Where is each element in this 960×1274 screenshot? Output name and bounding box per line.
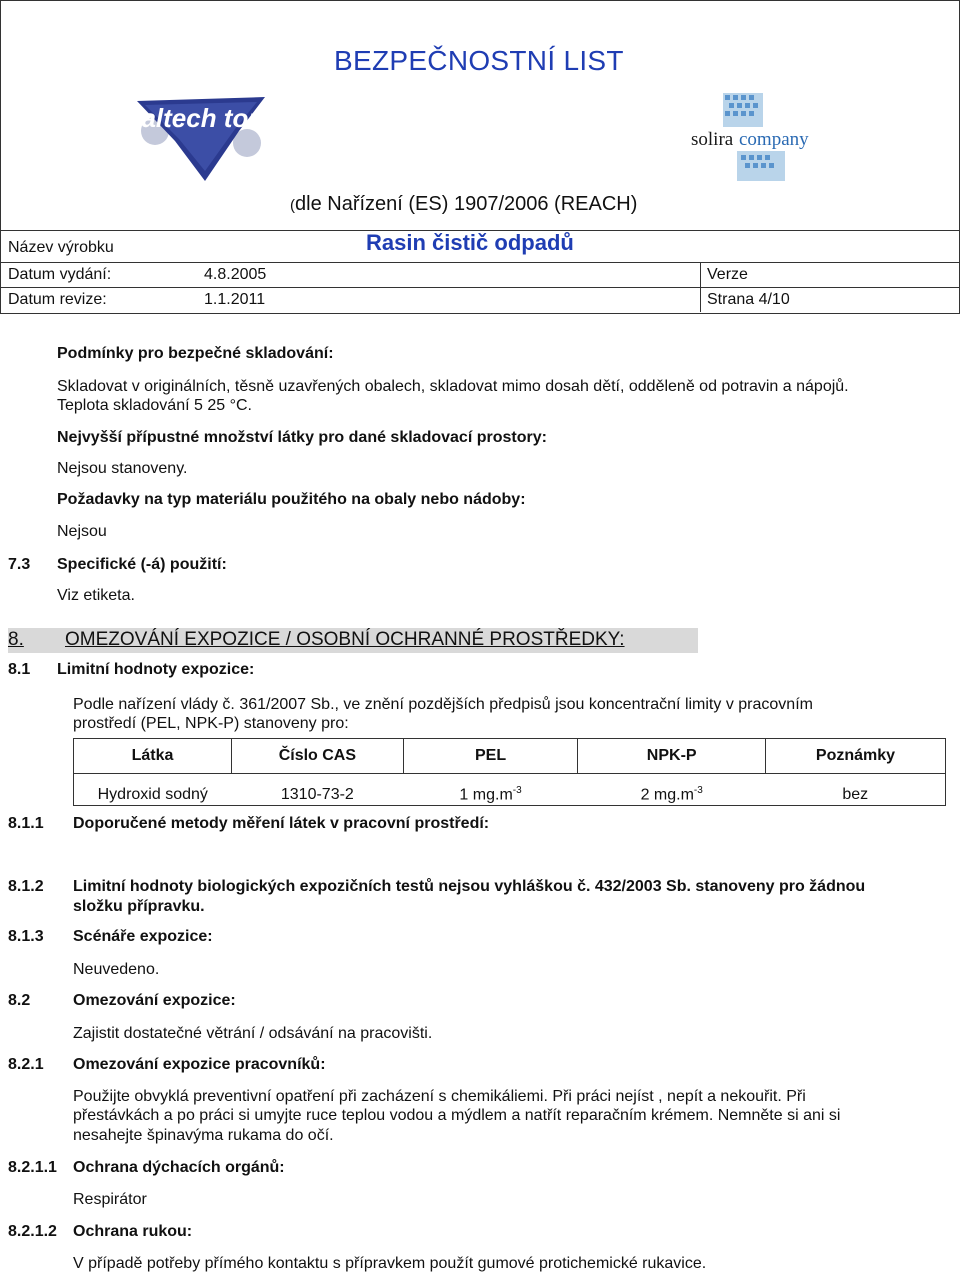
- section-7-3-text: Viz etiketa.: [57, 587, 135, 604]
- section-8-2-1-text-cont: přestávkách a po práci si umyjte ruce teplou vodou a mýdlem a natřít reparačním krémem. Nemněte si ani si: [73, 1107, 841, 1124]
- product-label: Název výrobku: [8, 239, 114, 256]
- issue-date: 4.8.2005: [204, 266, 267, 283]
- section-8-2-1-text-cont: nesahejte špinavýma rukama do očí.: [73, 1127, 334, 1144]
- regulation-reference: (dle Nařízení (ES) 1907/2006 (REACH): [290, 193, 638, 215]
- section-8-2-1-1-heading: Ochrana dýchacích orgánů:: [73, 1159, 285, 1176]
- section-8-1-text: Podle nařízení vlády č. 361/2007 Sb., ve znění pozdějších předpisů jsou koncentrační limity v pracovním: [73, 696, 813, 713]
- section-8-2-text: Zajistit dostatečné větrání / odsávání na pracovišti.: [73, 1025, 433, 1042]
- valtech-tors-logo: [125, 91, 273, 183]
- section-8-2-number: 8.2: [8, 992, 31, 1009]
- table-header: Poznámky: [765, 739, 945, 774]
- svg-text:company: company: [739, 129, 809, 150]
- version-label: Verze: [707, 266, 748, 283]
- section-8-2-1-2-text: V případě potřeby přímého kontaktu s přípravkem použít gumové protichemické rukavice.: [73, 1255, 707, 1272]
- pel-cell: 1 $mg.m^{-3}$: [403, 774, 578, 806]
- section-8-2-1-2-heading: Ochrana rukou:: [73, 1223, 193, 1240]
- table-header-row: [74, 739, 946, 774]
- section-8-1-1-heading: Doporučené metody měření látek v pracovní prostředí:: [73, 815, 490, 832]
- svg-text:solira: solira: [691, 129, 734, 150]
- storage-temperature: Teplota skladování 5 25 °C.: [57, 397, 252, 414]
- max-quantity-text: Nejsou stanoveny.: [57, 460, 188, 477]
- exposure-limits-table: [73, 738, 946, 806]
- table-row: [74, 774, 946, 806]
- packaging-heading: Požadavky na typ materiálu použitého na obaly nebo nádoby:: [57, 491, 526, 508]
- section-8-2-1-heading: Omezování expozice pracovníků:: [73, 1056, 326, 1073]
- document-title: BEZPEČNOSTNÍ LIST: [334, 45, 624, 76]
- product-name: Rasin čistič odpadů: [366, 230, 574, 255]
- header-divider: [1, 262, 959, 263]
- section-8-2-1-text: Použijte obvyklá preventivní opatření při zacházení s chemikáliemi. Při práci nejíst , nepít a nekouřit. Při: [73, 1088, 806, 1105]
- storage-heading: Podmínky pro bezpečné skladování:: [57, 345, 334, 362]
- revision-date-label: Datum revize:: [8, 291, 107, 308]
- note-cell: bez: [765, 774, 945, 806]
- section-8-1-2-heading: Limitní hodnoty biologických expozičních testů nejsou vyhláškou č. 432/2003 Sb. stanoveny pro žádnou: [73, 878, 866, 895]
- storage-text: Skladovat v originálních, těsně uzavřených obalech, skladovat mimo dosah dětí, odděleně od potravin a nápojů.: [57, 378, 849, 395]
- npk-cell: 2 $mg.m^{-3}$: [578, 774, 766, 806]
- section-8-2-heading: Omezování expozice:: [73, 992, 236, 1009]
- section-7-3-heading: Specifické (-á) použití:: [57, 556, 227, 573]
- section-8-2-1-2-number: 8.2.1.2: [8, 1223, 57, 1240]
- solira-company-logo: [689, 91, 809, 183]
- section-8-1-2-heading-cont: složku přípravku.: [73, 898, 205, 915]
- revision-date: 1.1.2011: [204, 291, 266, 308]
- table-header: Látka: [74, 739, 232, 774]
- section-8-1-heading: Limitní hodnoty expozice:: [57, 661, 255, 678]
- table-header: NPK-P: [578, 739, 766, 774]
- cas-cell: 1310-73-2: [232, 774, 404, 806]
- document-header: [0, 0, 960, 314]
- page-number: Strana 4/10: [707, 291, 790, 308]
- section-7-3-number: 7.3: [8, 556, 31, 573]
- section-8-1-3-heading: Scénáře expozice:: [73, 928, 213, 945]
- section-8-1-1-number: 8.1.1: [8, 815, 44, 832]
- section-8-1-text-cont: prostředí (PEL, NPK-P) stanoveny pro:: [73, 715, 349, 732]
- section-8-1-2-number: 8.1.2: [8, 878, 44, 895]
- svg-text:Valtech tors: Valtech tors: [125, 103, 273, 133]
- section-8-number: 8.: [8, 629, 24, 650]
- section-8-2-1-1-text: Respirátor: [73, 1191, 147, 1208]
- substance-cell: Hydroxid sodný: [74, 774, 232, 806]
- section-8-1-3-text: Neuvedeno.: [73, 961, 160, 978]
- header-column-divider: [700, 262, 701, 312]
- section-8-1-number: 8.1: [8, 661, 31, 678]
- header-divider: [1, 287, 959, 288]
- section-8-title-bar: [8, 628, 698, 653]
- section-8-1-3-number: 8.1.3: [8, 928, 44, 945]
- section-8-2-1-1-number: 8.2.1.1: [8, 1159, 57, 1176]
- packaging-text: Nejsou: [57, 523, 107, 540]
- section-8-2-1-number: 8.2.1: [8, 1056, 44, 1073]
- issue-date-label: Datum vydání:: [8, 266, 112, 283]
- table-header: Číslo CAS: [232, 739, 404, 774]
- table-header: PEL: [403, 739, 578, 774]
- max-quantity-heading: Nejvyšší přípustné množství látky pro dané skladovací prostory:: [57, 429, 547, 446]
- section-8-title: OMEZOVÁNÍ EXPOZICE / OSOBNÍ OCHRANNÉ PROSTŘEDKY:: [65, 629, 625, 650]
